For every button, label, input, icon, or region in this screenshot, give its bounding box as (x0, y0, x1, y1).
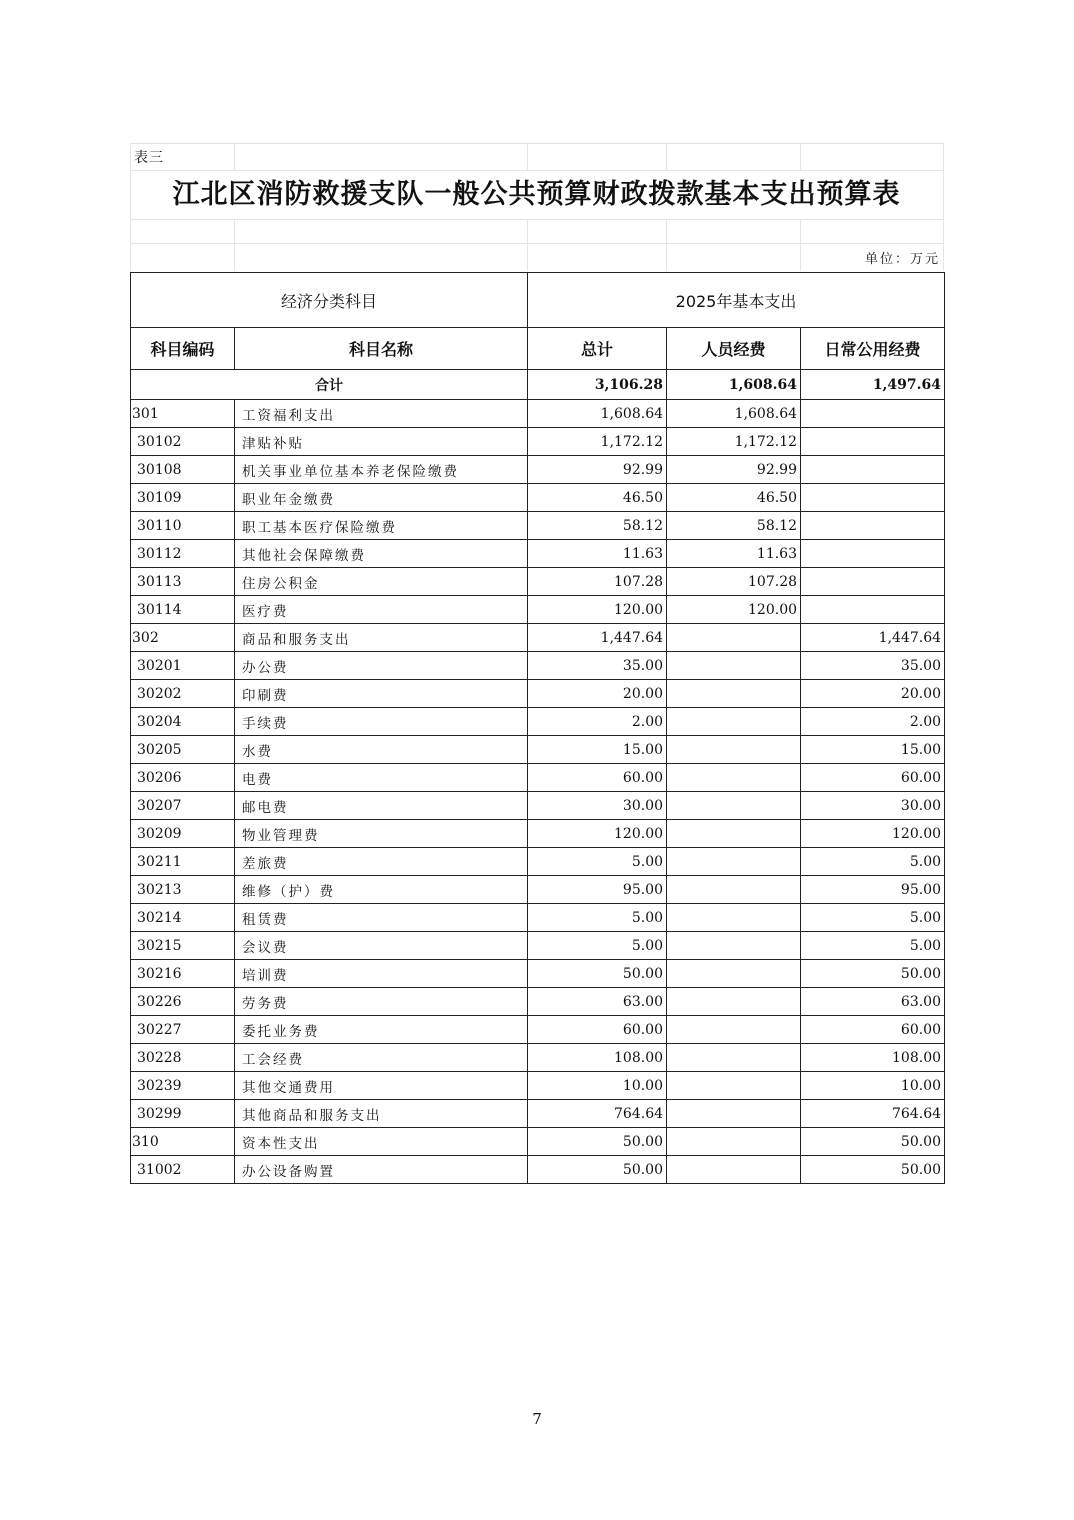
row-public: 5.00 (801, 932, 945, 960)
row-personnel (667, 680, 801, 708)
row-personnel (667, 736, 801, 764)
row-public: 108.00 (801, 1044, 945, 1072)
table-row (131, 708, 945, 736)
header-personnel: 人员经费 (667, 328, 801, 370)
gridline (527, 143, 528, 170)
row-public: 10.00 (801, 1072, 945, 1100)
table-row (131, 988, 945, 1016)
header-year-expense: 2025年基本支出 (528, 273, 945, 328)
table-row (131, 624, 945, 652)
table-row (131, 792, 945, 820)
row-personnel (667, 960, 801, 988)
row-name: 劳务费 (235, 988, 528, 1016)
row-total: 92.99 (528, 456, 667, 484)
header-name: 科目名称 (235, 328, 528, 370)
row-personnel (667, 792, 801, 820)
row-personnel: 11.63 (667, 540, 801, 568)
row-public: 35.00 (801, 652, 945, 680)
row-public: 20.00 (801, 680, 945, 708)
row-personnel (667, 820, 801, 848)
table-row (131, 1016, 945, 1044)
row-name: 办公设备购置 (235, 1156, 528, 1184)
table-row (131, 540, 945, 568)
header-code: 科目编码 (131, 328, 235, 370)
table-row (131, 764, 945, 792)
table-row (131, 652, 945, 680)
subheader-row (131, 328, 945, 370)
row-personnel (667, 1100, 801, 1128)
table-row (131, 1128, 945, 1156)
gridline (130, 243, 943, 244)
row-name: 职业年金缴费 (235, 484, 528, 512)
row-public (801, 568, 945, 596)
row-name: 其他交通费用 (235, 1072, 528, 1100)
row-public (801, 400, 945, 428)
row-name: 其他社会保障缴费 (235, 540, 528, 568)
row-name: 住房公积金 (235, 568, 528, 596)
page-title: 江北区消防救援支队一般公共预算财政拨款基本支出预算表 (172, 179, 901, 210)
row-name: 物业管理费 (235, 820, 528, 848)
row-name: 差旅费 (235, 848, 528, 876)
table-row (131, 848, 945, 876)
gridline (234, 143, 235, 170)
row-public: 5.00 (801, 848, 945, 876)
row-personnel (667, 652, 801, 680)
row-total: 20.00 (528, 680, 667, 708)
row-code: 30227 (131, 1016, 235, 1044)
table-label: 表三 (134, 150, 164, 166)
row-personnel (667, 764, 801, 792)
row-total: 2.00 (528, 708, 667, 736)
row-personnel (667, 932, 801, 960)
row-code: 30108 (131, 456, 235, 484)
row-code: 301 (131, 400, 235, 428)
gridline (800, 143, 801, 170)
row-public (801, 540, 945, 568)
row-code: 310 (131, 1128, 235, 1156)
row-total: 120.00 (528, 820, 667, 848)
header-row (131, 273, 945, 328)
row-total: 50.00 (528, 960, 667, 988)
budget-table (130, 272, 945, 1184)
table-row (131, 960, 945, 988)
table-row (131, 820, 945, 848)
table-row (131, 568, 945, 596)
row-public: 5.00 (801, 904, 945, 932)
row-name: 办公费 (235, 652, 528, 680)
row-total: 5.00 (528, 904, 667, 932)
row-public: 60.00 (801, 1016, 945, 1044)
header-econ-category: 经济分类科目 (131, 273, 528, 328)
row-total: 35.00 (528, 652, 667, 680)
row-code: 302 (131, 624, 235, 652)
row-personnel: 1,172.12 (667, 428, 801, 456)
row-total: 764.64 (528, 1100, 667, 1128)
row-code: 30239 (131, 1072, 235, 1100)
row-name: 手续费 (235, 708, 528, 736)
row-code: 30114 (131, 596, 235, 624)
row-public (801, 484, 945, 512)
row-total: 63.00 (528, 988, 667, 1016)
total-public: 1,497.64 (801, 370, 945, 400)
table-row (131, 512, 945, 540)
row-code: 30209 (131, 820, 235, 848)
row-total: 5.00 (528, 932, 667, 960)
row-total: 11.63 (528, 540, 667, 568)
row-personnel (667, 1016, 801, 1044)
page-number: 7 (532, 1410, 542, 1428)
row-name: 工资福利支出 (235, 400, 528, 428)
row-code: 31002 (131, 1156, 235, 1184)
row-personnel: 1,608.64 (667, 400, 801, 428)
row-code: 30204 (131, 708, 235, 736)
row-personnel: 120.00 (667, 596, 801, 624)
gridline (130, 143, 943, 144)
row-total: 95.00 (528, 876, 667, 904)
row-code: 30226 (131, 988, 235, 1016)
row-code: 30228 (131, 1044, 235, 1072)
row-total: 108.00 (528, 1044, 667, 1072)
row-personnel: 46.50 (667, 484, 801, 512)
row-personnel (667, 988, 801, 1016)
row-name: 维修（护）费 (235, 876, 528, 904)
total-total: 3,106.28 (528, 370, 667, 400)
header-public: 日常公用经费 (801, 328, 945, 370)
table-row (131, 876, 945, 904)
row-name: 职工基本医疗保险缴费 (235, 512, 528, 540)
row-code: 30109 (131, 484, 235, 512)
row-public: 63.00 (801, 988, 945, 1016)
row-public: 1,447.64 (801, 624, 945, 652)
row-total: 30.00 (528, 792, 667, 820)
row-code: 30207 (131, 792, 235, 820)
row-personnel (667, 708, 801, 736)
row-code: 30216 (131, 960, 235, 988)
row-public: 764.64 (801, 1100, 945, 1128)
total-label: 合计 (131, 370, 528, 400)
row-code: 30299 (131, 1100, 235, 1128)
row-code: 30113 (131, 568, 235, 596)
row-code: 30202 (131, 680, 235, 708)
header-total: 总计 (528, 328, 667, 370)
row-code: 30102 (131, 428, 235, 456)
table-row (131, 1156, 945, 1184)
row-code: 30214 (131, 904, 235, 932)
row-total: 1,447.64 (528, 624, 667, 652)
row-personnel: 107.28 (667, 568, 801, 596)
row-public: 60.00 (801, 764, 945, 792)
row-personnel: 58.12 (667, 512, 801, 540)
row-code: 30110 (131, 512, 235, 540)
unit-label: 单位：万元 (864, 252, 940, 267)
row-code: 30201 (131, 652, 235, 680)
gridline (666, 143, 667, 170)
row-code: 30112 (131, 540, 235, 568)
row-name: 委托业务费 (235, 1016, 528, 1044)
table-row (131, 400, 945, 428)
row-public: 95.00 (801, 876, 945, 904)
row-total: 58.12 (528, 512, 667, 540)
row-public (801, 512, 945, 540)
gridline (943, 143, 944, 271)
row-name: 水费 (235, 736, 528, 764)
row-code: 30205 (131, 736, 235, 764)
total-row (131, 370, 945, 400)
table-row (131, 1100, 945, 1128)
row-total: 50.00 (528, 1156, 667, 1184)
row-name: 机关事业单位基本养老保险缴费 (235, 456, 528, 484)
row-code: 30215 (131, 932, 235, 960)
table-row (131, 680, 945, 708)
table-row (131, 932, 945, 960)
row-public: 30.00 (801, 792, 945, 820)
row-public: 50.00 (801, 1156, 945, 1184)
row-public (801, 456, 945, 484)
row-public (801, 596, 945, 624)
row-public: 50.00 (801, 960, 945, 988)
row-public: 120.00 (801, 820, 945, 848)
row-name: 邮电费 (235, 792, 528, 820)
row-code: 30211 (131, 848, 235, 876)
table-row (131, 1072, 945, 1100)
row-total: 60.00 (528, 764, 667, 792)
table-row (131, 904, 945, 932)
row-personnel (667, 624, 801, 652)
row-total: 15.00 (528, 736, 667, 764)
row-name: 电费 (235, 764, 528, 792)
row-total: 10.00 (528, 1072, 667, 1100)
row-total: 60.00 (528, 1016, 667, 1044)
row-total: 1,608.64 (528, 400, 667, 428)
row-code: 30213 (131, 876, 235, 904)
table-row (131, 736, 945, 764)
table-row (131, 428, 945, 456)
table-row (131, 596, 945, 624)
row-name: 医疗费 (235, 596, 528, 624)
gridline (527, 219, 528, 271)
row-total: 46.50 (528, 484, 667, 512)
row-personnel (667, 848, 801, 876)
row-name: 培训费 (235, 960, 528, 988)
row-personnel (667, 1044, 801, 1072)
row-total: 5.00 (528, 848, 667, 876)
row-personnel: 92.99 (667, 456, 801, 484)
row-name: 其他商品和服务支出 (235, 1100, 528, 1128)
gridline (800, 219, 801, 271)
row-public: 2.00 (801, 708, 945, 736)
row-personnel (667, 1072, 801, 1100)
row-public: 50.00 (801, 1128, 945, 1156)
row-public: 15.00 (801, 736, 945, 764)
row-name: 会议费 (235, 932, 528, 960)
row-total: 107.28 (528, 568, 667, 596)
row-personnel (667, 1156, 801, 1184)
gridline (666, 219, 667, 271)
table-row (131, 1044, 945, 1072)
row-code: 30206 (131, 764, 235, 792)
row-public (801, 428, 945, 456)
row-name: 商品和服务支出 (235, 624, 528, 652)
table-row (131, 456, 945, 484)
row-name: 津贴补贴 (235, 428, 528, 456)
row-total: 50.00 (528, 1128, 667, 1156)
row-personnel (667, 876, 801, 904)
row-name: 工会经费 (235, 1044, 528, 1072)
row-personnel (667, 904, 801, 932)
row-name: 印刷费 (235, 680, 528, 708)
row-name: 租赁费 (235, 904, 528, 932)
total-personnel: 1,608.64 (667, 370, 801, 400)
gridline (234, 219, 235, 271)
row-personnel (667, 1128, 801, 1156)
row-total: 120.00 (528, 596, 667, 624)
table-row (131, 484, 945, 512)
row-total: 1,172.12 (528, 428, 667, 456)
row-name: 资本性支出 (235, 1128, 528, 1156)
